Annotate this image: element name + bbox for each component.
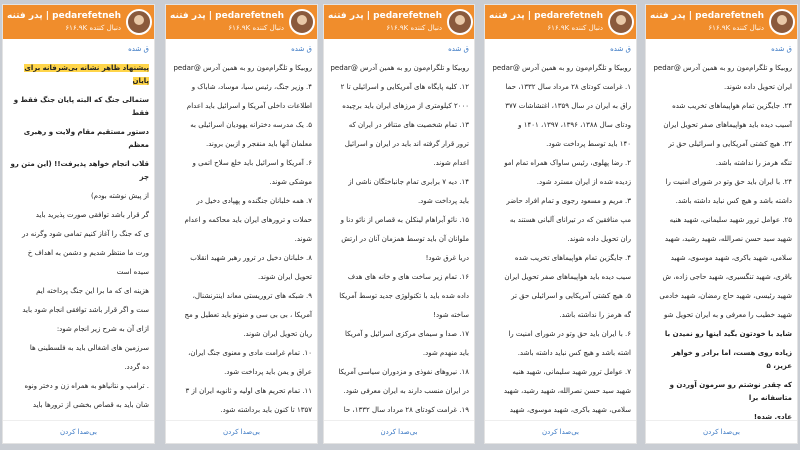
message-line: عادی شده! (753, 413, 792, 419)
message-line: ۱۵. نائو آبراهام لینکلن به قصاص از نائو دنا و (340, 216, 469, 224)
message-line: ازای آن به شرح زیر انجام شود: (56, 325, 149, 333)
message-body (324, 39, 474, 419)
message-line: قلاب انجام خواهد پذیرفت!! (این متن رو چز (10, 160, 149, 181)
message-line: معلمان آنها باید منفجر و ازبین بروند. (206, 140, 312, 148)
message-line: ملوانان آن باید توسط همزمان آنان در ارتش (341, 235, 469, 243)
channel-followers: دنبال کننده ۶۱۶.۹K (547, 24, 604, 32)
message-line: داده شده باید با تکنولوژی جدید توسط آمریکا (339, 292, 469, 300)
message-card-3 (323, 4, 475, 444)
message-line: ۱۲. کلیه پایگاه های آمریکایی و اسرائیلی تا ۲ (340, 83, 469, 91)
message-line: ۲۴. با ایران باید حق وتو در شورای امنیت را (665, 178, 792, 186)
message-line: شهید سید حسن نصرالله، شهید رشید، شهید (664, 235, 792, 243)
channel-header[interactable] (166, 5, 317, 39)
channel-followers: دنبال کننده ۶۱۶.۹K (228, 24, 285, 32)
message-line: زدیده شده از ایران مسترد شود. (536, 178, 631, 186)
message-line: ۵. هیچ کشتی آمریکایی و اسرائیلی حق تر (511, 292, 631, 300)
message-body (3, 39, 154, 419)
message-line: ۸. خلبانان دخیل در ترور رهبر شهید انقلاب (190, 254, 312, 262)
message-card-1 (2, 4, 155, 444)
message-line: سیب دیده باید هواپیماهای صفر تحویل ایران (504, 273, 631, 281)
message-line: شهید خطیب را معرفی و به ایران تحویل شو (664, 311, 792, 319)
mute-button[interactable]: بی‌صدا کردن (485, 420, 636, 443)
message-body (485, 39, 636, 419)
message-line: ۱۷. صدا و سیمای مرکزی اسرائیل و آمریکا (344, 330, 469, 338)
message-line: ایران تحویل داده شوند. (723, 83, 792, 91)
forwarded-label[interactable]: ق شده (128, 45, 149, 53)
message-line: از پیش نوشته بودم) (90, 192, 149, 200)
message-line: ستمالی جنگ که البته پایان جنگ فقط و فقط (13, 96, 149, 117)
channel-header[interactable] (485, 5, 636, 39)
message-line: دستور مستقیم مقام ولایت و رهبری معظم (23, 128, 149, 149)
message-body (646, 39, 797, 419)
message-line: ده گردد. (124, 363, 149, 371)
message-line: شهید رئیسی، شهید حاج رمضان، شهید خادمی (659, 292, 792, 300)
channel-header[interactable] (646, 5, 797, 39)
message-line: تحویل ایران شوند. (258, 273, 312, 281)
message-line: سلامی، شهید باکری، شهید موسوی، شهید (509, 406, 631, 414)
message-line: ۹. شبکه های تروریستی معاند اینترنشنال، (192, 292, 312, 300)
message-card-4 (484, 4, 637, 444)
message-line: ۶. آمریکا و اسرائیل باید خلع سلاح اتمی و (192, 159, 312, 167)
message-line: سیده است (116, 268, 149, 276)
message-line: ۱۶. تمام زیر ساخت های و خانه های هدف (347, 273, 469, 281)
message-line: ۱۴. دیه ۷ برابری تمام جانباختگان ناشی از (348, 178, 469, 186)
forwarded-label[interactable]: ق شده (771, 45, 792, 53)
message-line: ودتای سال ۱۳۸۸، ۱۳۹۶، ۱۳۹۷، ۱۴۰۱ و (518, 121, 631, 129)
message-line: در ایران منسب دارند به ایران معرفی شود. (343, 387, 469, 395)
message-card-2 (165, 4, 318, 444)
message-line: شهید سید حسن نصرالله، شهید رشید، شهید (503, 387, 631, 395)
message-line: آسیب دیده باید هواپیماهای صفر تحویل ایران (663, 121, 792, 129)
message-line: ۱۱. تمام تحریم های اولیه و ثانویه ایران از ۳ (185, 387, 312, 395)
message-line: ۷. عوامل ترور شهید سلیمانی، شهید هنیه (512, 368, 631, 376)
message-line: راق به ایران در سال ۱۳۵۹، اغتشاشات ۳۷۷ (505, 102, 631, 110)
message-line: . ترامپ و نتانیاهو به همراه زن و دختر ونوه (24, 382, 149, 390)
channel-followers: دنبال کننده ۶۱۶.۹K (65, 24, 122, 32)
message-line: زیاده روی هست، اما برادر و خواهر عزیز، ۵ (671, 349, 792, 370)
message-line: روبیکا و تلگرام‌مون رو به همین آدرس @pedar (653, 64, 792, 72)
channel-avatar[interactable] (126, 9, 152, 35)
message-line: گر قرار باشد توافقی صورت پذیرید باید (35, 211, 149, 219)
message-line: شاید با خودتون بگید اینها رو نمیدن با (664, 330, 792, 338)
message-body (166, 39, 317, 419)
message-line: ۷. همه خلبانان جنگنده و پهپادی دخیل در (196, 197, 312, 205)
message-line: باید منهدم شود. (422, 349, 469, 357)
channel-followers: دنبال کننده ۶۱۶.۹K (708, 24, 765, 32)
message-line: آمریکا ، بی بی سی و منوتو باید تعطیل و مج (184, 311, 312, 319)
channel-header[interactable] (3, 5, 154, 39)
channel-name: pedarefetneh | پدر فتنه (7, 11, 122, 21)
forwarded-label[interactable]: ق شده (291, 45, 312, 53)
message-line: ۳. مریم و مسعود رجوی و تمام افراد حاضر (506, 197, 631, 205)
message-line: سرزمین های اشغالی باید به فلسطینی ها (29, 344, 149, 352)
channel-name: pedarefetneh | پدر فتنه (170, 11, 285, 21)
channel-avatar[interactable] (608, 9, 634, 35)
forwarded-label[interactable]: ق شده (448, 45, 469, 53)
message-line: سلامی، شهید باکری، شهید موسوی، شهید (670, 254, 792, 262)
message-line: باید پرداخت شود. (417, 197, 469, 205)
message-line: ۲۵. عوامل ترور شهید سلیمانی، شهید هنیه (669, 216, 792, 224)
mute-button[interactable]: بی‌صدا کردن (646, 420, 797, 443)
message-line: عراق و یمن باید پرداخت شود. (224, 368, 312, 376)
message-line: ۲. رضا پهلوی، رئیس ساواک همراه تمام امو (504, 159, 631, 167)
mute-button[interactable]: بی‌صدا کردن (166, 420, 317, 443)
message-card-5 (645, 4, 798, 444)
message-line: روبیکا و تلگرام‌مون رو به همین آدرس @pedar (173, 64, 312, 72)
message-line: حملات و ترورهای ایران باید محاکمه و اعدام (184, 216, 312, 224)
message-line: ۲۴. جایگزین تمام هواپیماهای تخریب شده (672, 102, 792, 110)
message-line: ریان تحویل ایران شوند. (243, 330, 312, 338)
message-line: ران تحویل داده شوند. (567, 235, 631, 243)
message-line: که چقدر نوشتم رو سرمون آوردن و متاسفانه برا (669, 381, 792, 402)
message-line: شوند. (294, 235, 312, 243)
channel-name: pedarefetneh | پدر فتنه (650, 11, 765, 21)
message-line: ۴. جایگزین تمام هواپیماهای تخریب شده (514, 254, 631, 262)
message-line: ۱۳. تمام شخصیت های متنافر در ایران که (348, 121, 469, 129)
channel-header[interactable] (324, 5, 474, 39)
channel-followers: دنبال کننده ۶۱۶.۹K (386, 24, 443, 32)
message-line: ست و اگر قرار باشد توافقی انجام شود باید (22, 306, 149, 314)
message-line: شان باید به قصاص بخشی از ترورها باید (32, 401, 149, 409)
mute-button[interactable]: بی‌صدا کردن (3, 420, 154, 443)
channel-avatar[interactable] (447, 9, 473, 35)
message-line: ۶. با ایران باید حق وتو در شورای امنیت را (508, 330, 631, 338)
channel-name: pedarefetneh | پدر فتنه (489, 11, 604, 21)
message-line: دریا غرق شود! (425, 254, 469, 262)
message-line: ورت ما منتظر شدیم و دشمن به اهداف خ (27, 249, 149, 257)
message-line: ۱۳۵۷ تا کنون باید برداشته شود. (220, 406, 312, 414)
message-line: اعدام شوند. (433, 159, 469, 167)
mute-button[interactable]: بی‌صدا کردن (324, 420, 474, 443)
message-line: تنگه هرمز را نداشته باشد. (715, 159, 792, 167)
message-line: پیشنهاد ظاهر نشانه بی‌شرفانه برای پایان (24, 64, 149, 85)
message-line: هزینه ای که ما برا این جنگ پرداخته ایم (36, 287, 149, 295)
message-line: ۱۹. غرامت کودتای ۲۸ مرداد سال ۱۳۳۲، حا (343, 406, 469, 414)
message-line: باقری، شهید تنگسیری، شهید حاجی زاده، ش (662, 273, 792, 281)
message-line: ترور قرار گرفته اند باید در ایران و اسرائیل (344, 140, 469, 148)
message-line: ۱۴۰ باید توسط پرداخت شود. (546, 140, 631, 148)
channel-name: pedarefetneh | پدر فتنه (328, 11, 443, 21)
message-line: اشته باشد و هیچ کس نباید داشته باشد. (517, 349, 631, 357)
message-line: ۵. یک مدرسه دخترانه یهودیان اسرائیلی به (190, 121, 312, 129)
message-line: مپ منافقین که در تیرانای آلبانی هستند به (509, 216, 631, 224)
message-line: ۲۲. هیچ کشتی آمریکایی و اسرائیلی حق تر (668, 140, 792, 148)
message-line: موشکی شوند. (269, 178, 312, 186)
message-line: ۱۸. نیروهای نفوذی و مزدوران سیاسی آمریکا (338, 368, 469, 376)
message-line: داشته باشد و هیچ کس نباید داشته باشد. (675, 197, 792, 205)
message-line: ۴. وزیر جنگ، رئیس سیا، موساد، شاباک و (191, 83, 312, 91)
message-line: گه هرمز را نداشته باشد. (559, 311, 631, 319)
message-line: ی که جنگ را آغاز کنیم تمامی شود وگرنه در (21, 230, 149, 238)
message-line: روبیکا و تلگرام‌مون رو به همین آدرس @pedar (492, 64, 631, 72)
channel-avatar[interactable] (289, 9, 315, 35)
message-line: ۱۰. تمام غرامت مادی و معنوی جنگ ایران، (188, 349, 312, 357)
message-line: ۱. غرامت کودتای ۲۸ مرداد سال ۱۳۳۲، حما (505, 83, 631, 91)
message-line: اطلاعات داخلی آمریکا و اسرائیل باید اعدام (186, 102, 312, 110)
message-line: روبیکا و تلگرام‌مون رو به همین آدرس @pedar (330, 64, 469, 72)
message-line (8, 418, 149, 419)
forwarded-label[interactable]: ق شده (610, 45, 631, 53)
message-line: ساخته شود! (433, 311, 469, 319)
message-line: ۲۰۰۰ کیلومتری از مرزهای ایران باید برچیده (342, 102, 469, 110)
channel-avatar[interactable] (769, 9, 795, 35)
